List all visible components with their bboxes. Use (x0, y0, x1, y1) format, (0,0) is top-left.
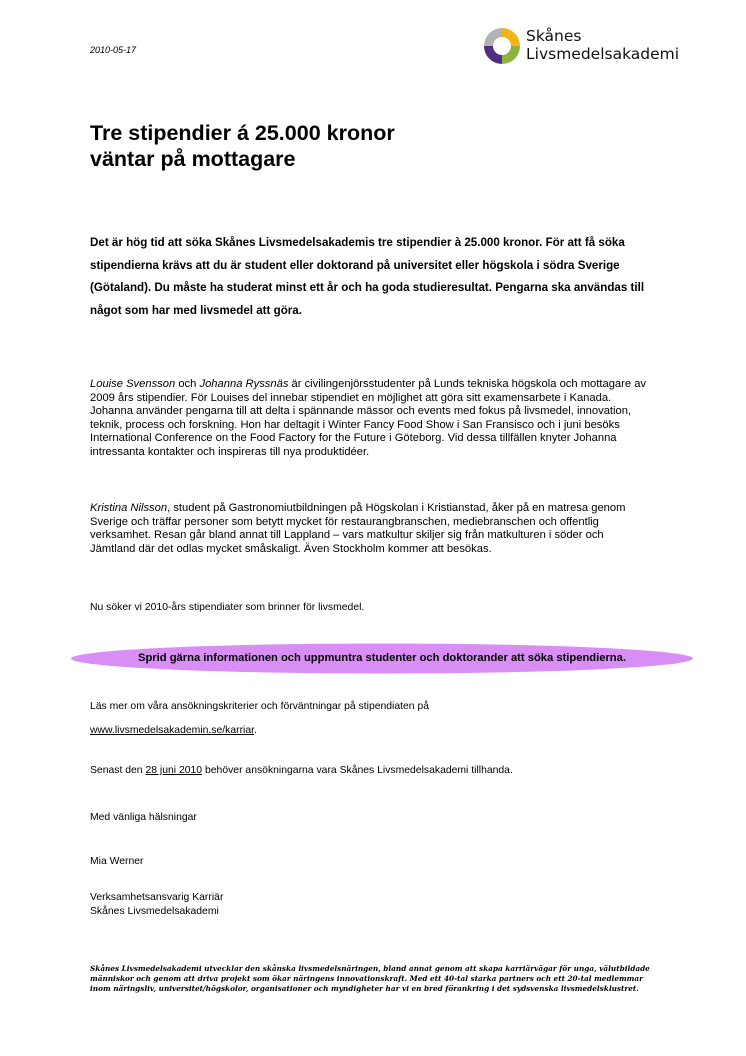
logo-wordmark (526, 27, 679, 63)
highlight-banner (70, 643, 694, 674)
paragraph-text: är civilingenjörsstudenter på Lunds tekniska högskola och mottagare av 2009 års stipendier. För Louises del innebar stipendiet en möjlighet att göra sitt examensarbete i Kanada. Johanna använder pengarna till att delta i spännande mässor och events med fokus på livsmedel, innovation, teknik, process och forskning. Hon har deltagit i Winter Fancy Food Show i San Fransisco och i juni besöks International Conference on the Food Factory for the Future i Göteborg. Vid dessa tillfällen knyter Johanna intressanta kontakter och inspireras till nya produktidéer. (90, 378, 647, 458)
logo-segment-gray (484, 28, 502, 46)
banner-text: Sprid gärna informationen och uppmuntra studenter och doktorander att söka stipendierna. (138, 652, 626, 664)
signer-role (90, 891, 223, 919)
deadline-prefix: Senast den (90, 765, 146, 776)
deadline-date: 28 juni 2010 (145, 765, 203, 776)
logo-line-2: Livsmedelsakademi (526, 45, 680, 63)
recipient-name-3: Kristina Nilsson (90, 502, 168, 514)
paragraph-recipients-2009 (90, 378, 650, 460)
read-more-text: Läs mer om våra ansökningskriterier och förväntningar på stipendiaten på (90, 701, 430, 712)
deadline-suffix: behöver ansökningarna vara Skånes Livsmedelsakademi tillhanda. (202, 765, 513, 776)
paragraph-text: , student på Gastronomiutbildningen på Högskolan i Kristianstad, åker på en matresa genom Sverige och träffar personer som betytt mycket för restaurangbranschen, mediebranschen och offentlig verksamhet. Resan går bland annat till Lappland – vars matkultur skiljer sig från matkulturen i söder och Jämtland där det odlas mycket småskaligt. Även Stockholm kommer att besökas. (90, 502, 626, 555)
organization-logo (482, 26, 682, 76)
deadline-line (90, 764, 513, 778)
conjunction: och (175, 378, 200, 390)
search-line: Nu söker vi 2010-års stipendiater som brinner för livsmedel. (90, 602, 365, 613)
role-line-1: Verksamhetsansvarig Karriär (90, 892, 224, 903)
logo-ring-icon (482, 26, 522, 66)
logo-segment-purple (484, 46, 502, 64)
karriar-link[interactable]: www.livsmedelsakademin.se/karriar (90, 725, 254, 736)
link-suffix: . (254, 725, 257, 736)
role-line-2: Skånes Livsmedelsakademi (90, 906, 219, 917)
recipient-name-2: Johanna Ryssnäs (199, 378, 289, 390)
signer-name: Mia Werner (90, 856, 144, 867)
logo-line-1: Skånes (526, 27, 582, 45)
paragraph-recipient-kristina (90, 502, 650, 556)
recipient-name-1: Louise Svensson (90, 378, 176, 390)
logo-segment-yellow (502, 28, 520, 46)
greeting: Med vänliga hälsningar (90, 812, 197, 823)
read-more-link-line (90, 724, 257, 738)
logo-segment-green (502, 46, 520, 64)
page-title (90, 120, 650, 172)
lead-paragraph: Det är hög tid att söka Skånes Livsmedelsakademis tre stipendier à 25.000 kronor. För att få söka stipendierna krävs att du är student eller doktorand på universitet eller högskola i södra Sverige (Götaland). Du måste ha studerat minst ett år och ha goda studieresultat. Pengarna ska användas till något som har med livsmedel att göra. (90, 236, 645, 317)
footer-note: Skånes Livsmedelsakademi utvecklar den skånska livsmedelsnäringen, bland annat genom att skapa karriärvägar för unga, välutbildade människor och genom att driva projekt som ökar näringens innovationskraft. Med ett 40-tal starka partners och ett 20-tal medlemmar inom näringsliv, universitet/högskolor, organisationer och myndigheter har vi en bred förankring i det sydsvenska livsmedelsklustret. (90, 964, 650, 993)
title-line-2: väntar på mottagare (90, 147, 296, 171)
document-date: 2010-05-17 (90, 45, 137, 55)
title-line-1: Tre stipendier á 25.000 kronor (90, 121, 395, 145)
